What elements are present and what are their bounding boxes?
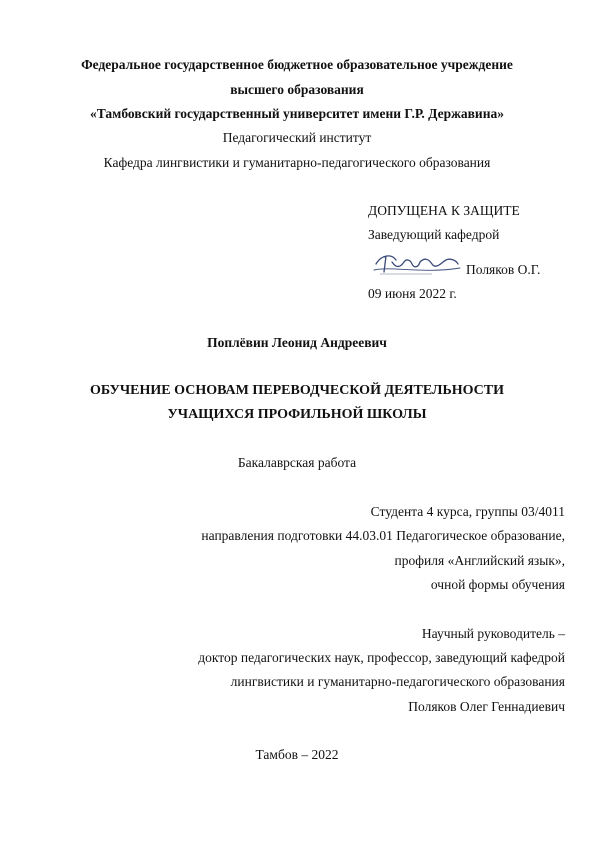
supervisor-name: Поляков Олег Геннадиевич [408, 699, 565, 714]
work-type: Бакалаврская работа [237, 455, 357, 470]
header-line-university: «Тамбовский государственный университет имени Г.Р. Державина» [90, 106, 504, 121]
supervisor-department: лингвистики и гуманитарно-педагогического образования [230, 674, 565, 689]
supervisor-degree: доктор педагогических наук, профессор, заведующий кафедрой [198, 650, 565, 665]
header-department: Кафедра лингвистики и гуманитарно-педагогического образования [103, 155, 491, 170]
student-profile: профиля «Английский язык», [394, 553, 565, 568]
approval-status: ДОПУЩЕНА К ЗАЩИТЕ [368, 203, 520, 218]
approval-position: Заведующий кафедрой [368, 227, 500, 242]
header-line-organization: Федеральное государственное бюджетное образовательное учреждение [81, 57, 513, 72]
approval-name: Поляков О.Г. [466, 262, 541, 277]
thesis-title-line1: ОБУЧЕНИЕ ОСНОВАМ ПЕРЕВОДЧЕСКОЙ ДЕЯТЕЛЬНОСТИ [89, 383, 505, 398]
student-direction: направления подготовки 44.03.01 Педагогическое образование, [201, 528, 565, 543]
header-line-education: высшего образования [230, 82, 364, 97]
thesis-title-line2: УЧАЩИХСЯ ПРОФИЛЬНОЙ ШКОЛЫ [167, 407, 427, 422]
approval-date: 09 июня 2022 г. [368, 286, 457, 301]
supervisor-heading: Научный руководитель – [421, 626, 565, 641]
student-study-form: очной формы обучения [430, 577, 565, 592]
author-name: Поплёвин Леонид Андреевич [207, 335, 387, 350]
student-course: Студента 4 курса, группы 03/4011 [370, 504, 565, 519]
header-institute: Педагогический институт [222, 130, 372, 145]
city-year: Тамбов – 2022 [255, 747, 339, 762]
signature-image [372, 250, 462, 278]
